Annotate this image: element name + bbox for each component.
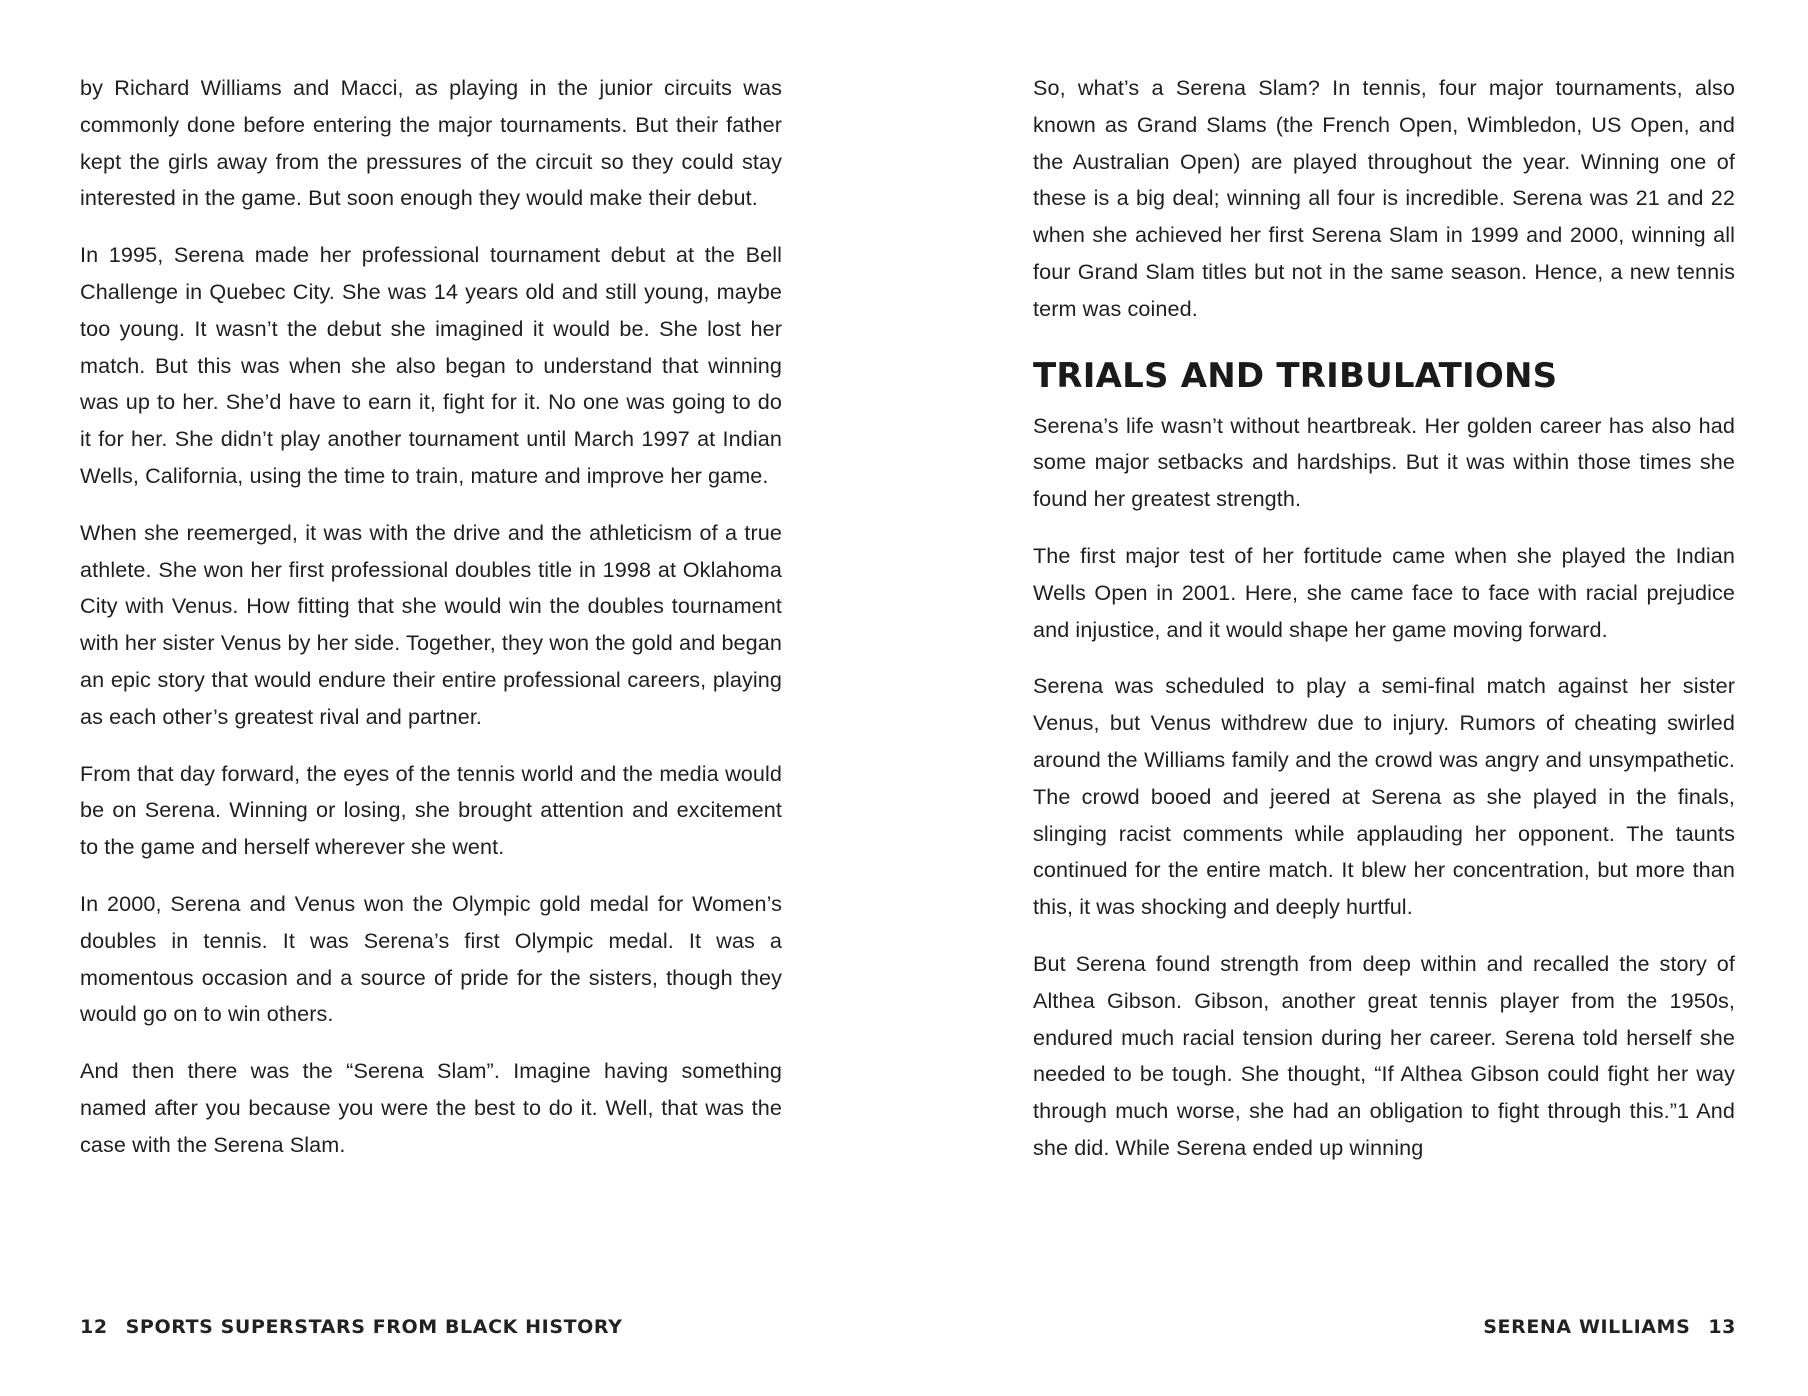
paragraph: When she reemerged, it was with the drive and the athleticism of a true athlete. She won her first professional doubles title in 1998 at Oklahoma City with Venus. How fitting that she would win the doubles tournament with her sister Venus by her side. Together, they won the gold and began an epic story that would endure their entire professional careers, playing as each other’s greatest rival and partner. <box>80 519 782 729</box>
paragraph: Serena’s life wasn’t without heartbreak. Her golden career has also had some major setbacks and hardships. But it was within those times she found her greatest strength. <box>1033 412 1735 512</box>
paragraph: The first major test of her fortitude came when she played the Indian Wells Open in 2001. Here, she came face to face with racial prejudice and injustice, and it would shape her game moving forward. <box>1033 542 1735 642</box>
paragraph: by Richard Williams and Macci, as playing in the junior circuits was commonly done before entering the major tournaments. But their father kept the girls away from the pressures of the circuit so they could stay interested in the game. But soon enough they would make their debut. <box>80 75 782 211</box>
page-number: 13 <box>1708 1316 1736 1338</box>
paragraph: So, what’s a Serena Slam? In tennis, four major tournaments, also known as Grand Slams (the French Open, Wimbledon, US Open, and the Australian Open) are played throughout the year. Winning one of these is a big deal; winning all four is incredible. Serena was 21 and 22 when she achieved her first Serena Slam in 1999 and 2000, winning all four Grand Slam titles but not in the same season. Hence, a new tennis term was coined. <box>1033 75 1735 321</box>
running-title: SERENA WILLIAMS <box>1483 1316 1691 1338</box>
paragraph: And then there was the “Serena Slam”. Imagine having something named after you because you were the best to do it. Well, that was the case with the Serena Slam. <box>80 1058 782 1157</box>
paragraph: From that day forward, the eyes of the tennis world and the media would be on Serena. Winning or losing, she brought attention and excitement to the game and herself wherever she went. <box>80 760 782 860</box>
right-page-body <box>1033 70 1735 1187</box>
paragraph: But Serena found strength from deep within and recalled the story of Althea Gibson. Gibson, another great tennis player from the 1950s, endured much racial tension during her career. Serena told herself she needed to be tough. She thought, “If Althea Gibson could fight her way through much worse, she had an obligation to fight through this.”1 And she did. While Serena ended up winning <box>1033 950 1735 1160</box>
section-heading: TRIALS AND TRIBULATIONS <box>1033 355 1558 396</box>
right-page <box>904 0 1808 1396</box>
paragraph: In 2000, Serena and Venus won the Olympic gold medal for Women’s doubles in tennis. It was Serena’s first Olympic medal. It was a momentous occasion and a source of pride for the sisters, though they would go on to win others. <box>80 890 782 1027</box>
page-number: 12 <box>80 1316 108 1338</box>
paragraph: Serena was scheduled to play a semi-final match against her sister Venus, but Venus withdrew due to injury. Rumors of cheating swirled around the Williams family and the crowd was angry and unsympathetic. The crowd booed and jeered at Serena as she played in the finals, slinging racist comments while applauding her opponent. The taunts continued for the entire match. It blew her concentration, but more than this, it was shocking and deeply hurtful. <box>1033 673 1735 920</box>
left-page-footer <box>80 1316 622 1338</box>
right-page-footer <box>1483 1316 1736 1338</box>
running-title: SPORTS SUPERSTARS FROM BLACK HISTORY <box>125 1316 623 1338</box>
paragraph: In 1995, Serena made her professional tournament debut at the Bell Challenge in Quebec City. She was 14 years old and still young, maybe too young. It wasn’t the debut she imagined it would be. She lost her match. But this was when she also began to understand that winning was up to her. She’d have to earn it, fight for it. No one was going to do it for her. She didn’t play another tournament until March 1997 at Indian Wells, California, using the time to train, mature and improve her game. <box>80 242 782 488</box>
left-page-body <box>80 70 782 1184</box>
